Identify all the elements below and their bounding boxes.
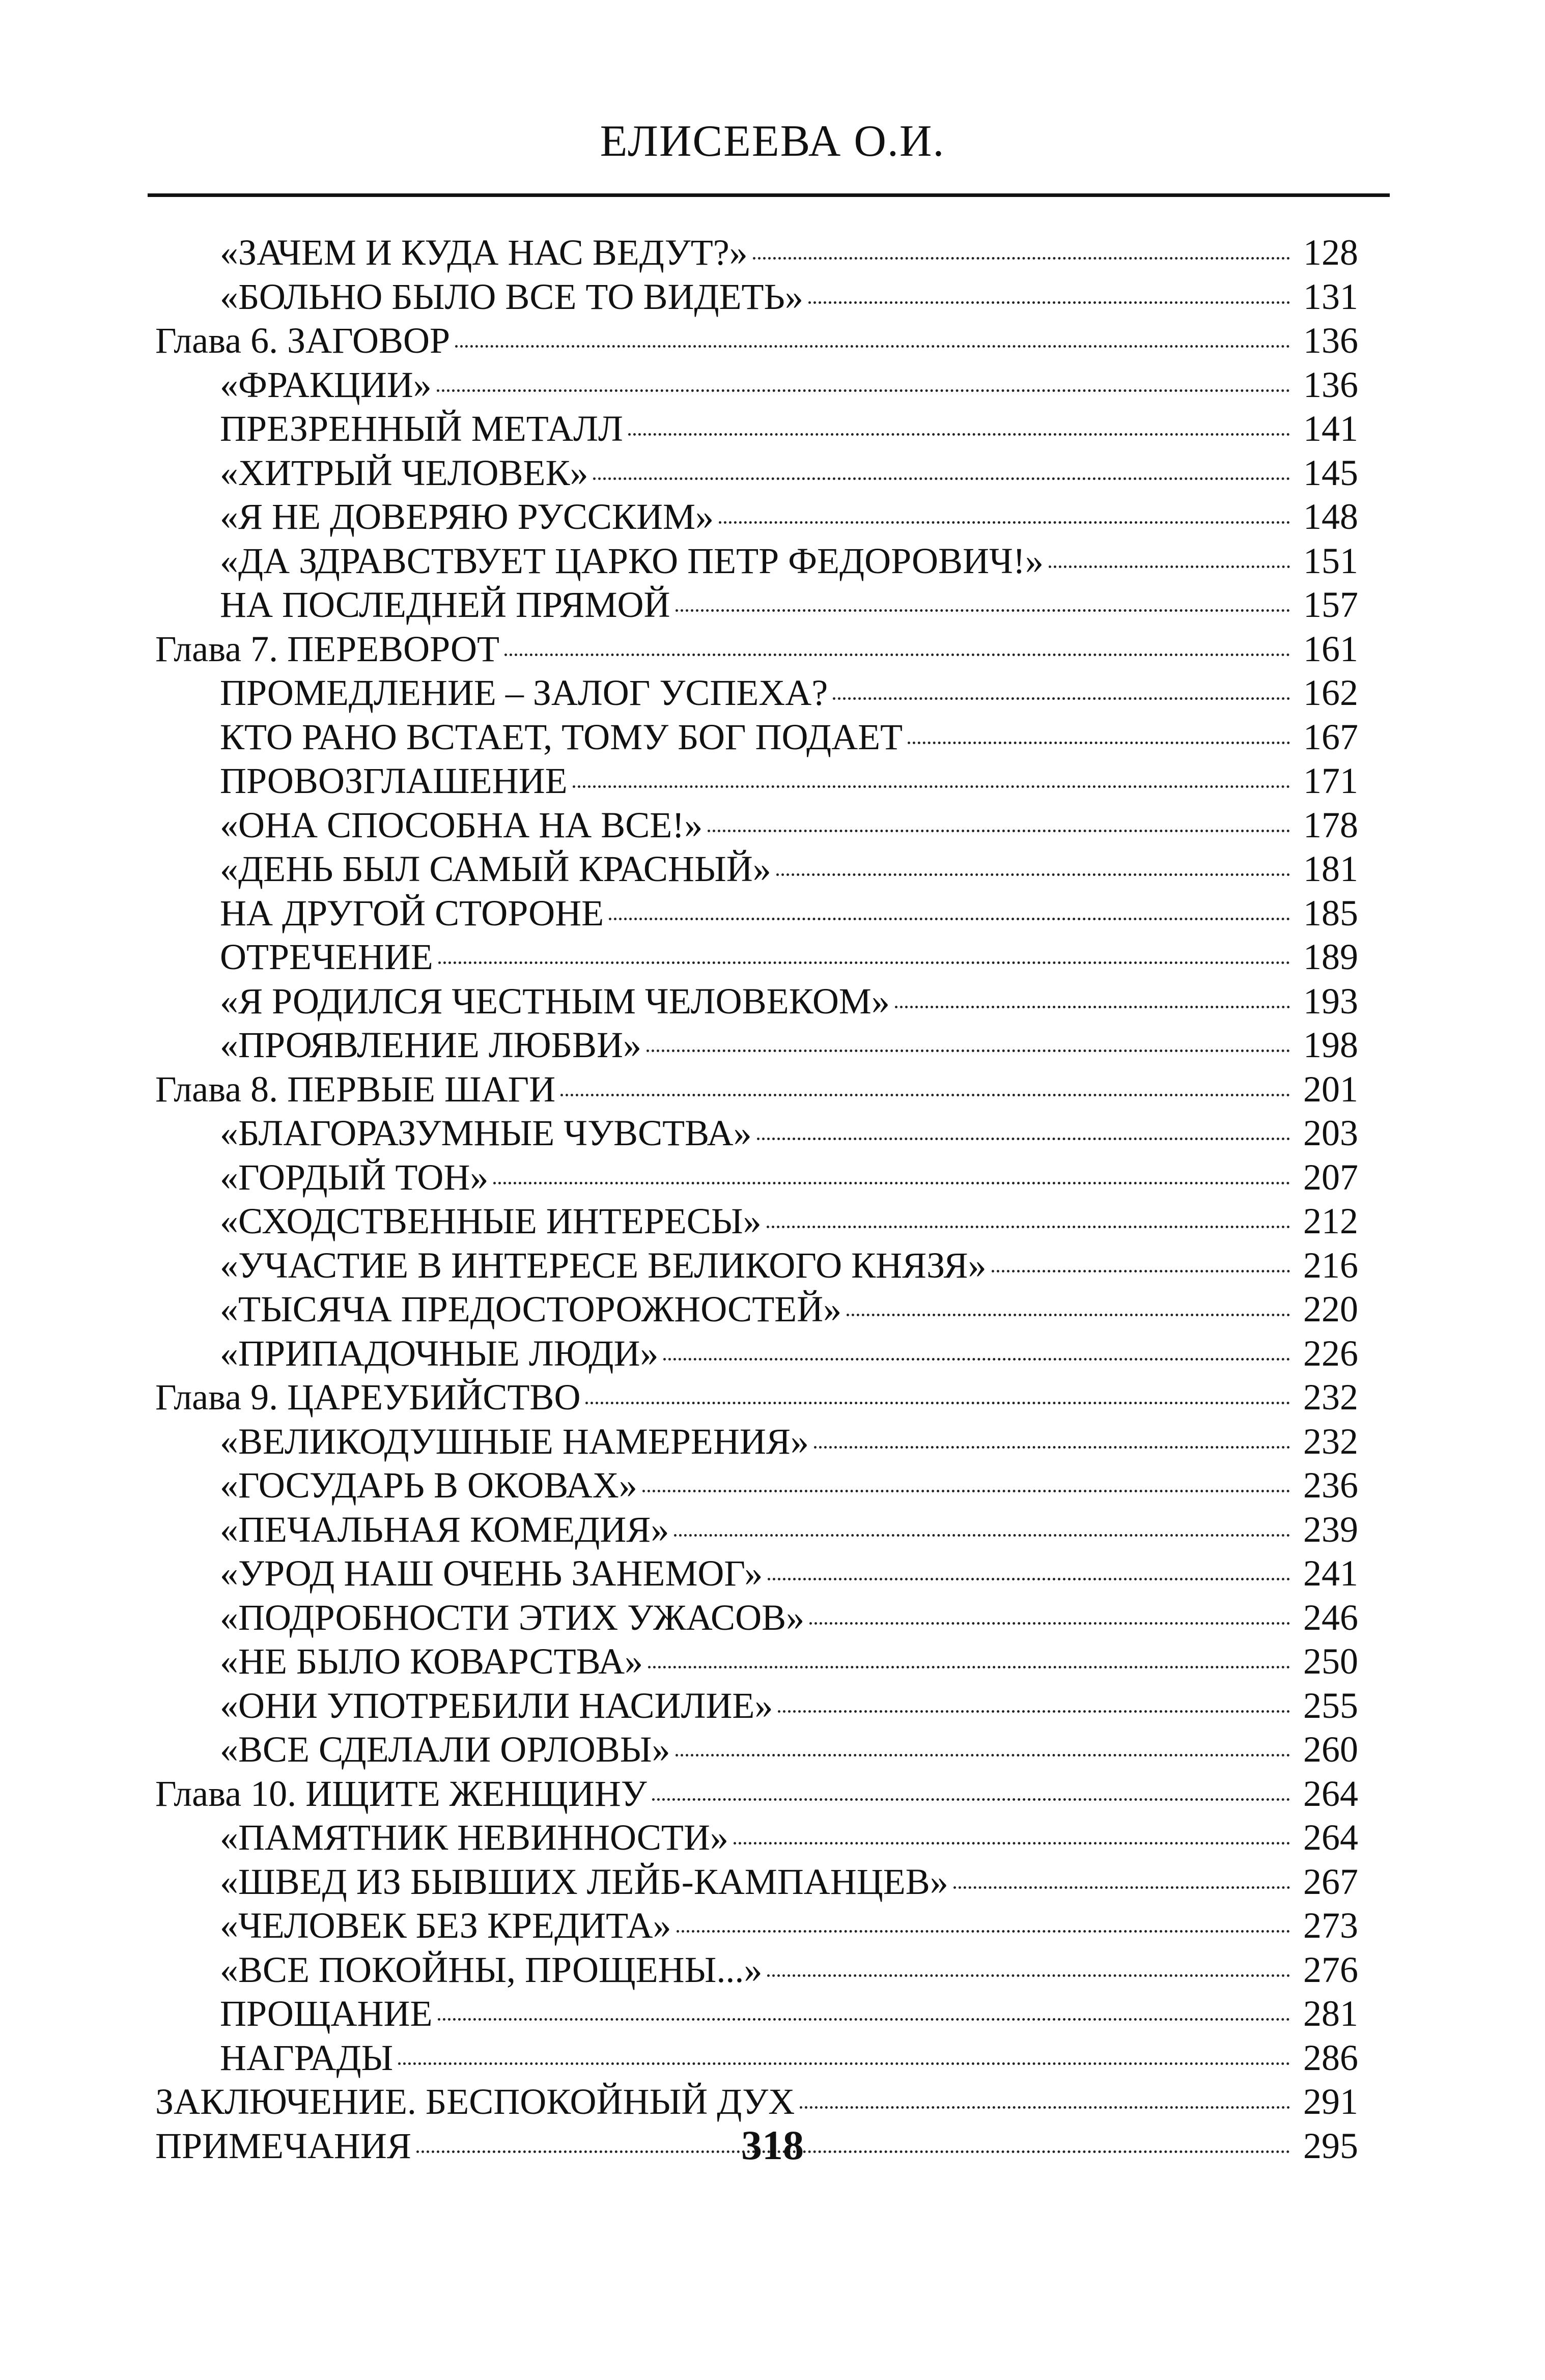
toc-chapter-entry xyxy=(0,627,1545,671)
toc-entry-title: Глава 9. ЦАРЕУБИЙСТВО xyxy=(155,1377,581,1418)
toc-entry-page: 171 xyxy=(1303,760,1358,801)
toc-entry-page: 236 xyxy=(1303,1465,1358,1506)
toc-section-entry xyxy=(0,407,1545,451)
toc-entry-title: ПРЕЗРЕННЫЙ МЕТАЛЛ xyxy=(220,408,623,449)
dot-leader xyxy=(808,301,1290,304)
page-number: 318 xyxy=(741,2122,804,2168)
toc-entry-page: 161 xyxy=(1303,628,1358,669)
toc-chapter-entry xyxy=(0,319,1545,363)
toc-section-entry xyxy=(0,1860,1545,1904)
dot-leader xyxy=(833,697,1290,700)
toc-entry-title: ПРИМЕЧАНИЯ xyxy=(155,2125,411,2166)
dot-leader xyxy=(953,1886,1290,1889)
toc-entry-title: «ВСЕ ПОКОЙНЫ, ПРОЩЕНЫ...» xyxy=(220,1949,763,1990)
toc-section-entry xyxy=(0,847,1545,891)
dot-leader xyxy=(734,1842,1290,1845)
toc-entry-title: «ПАМЯТНИК НЕВИННОСТИ» xyxy=(220,1817,728,1858)
toc-section-entry xyxy=(0,1596,1545,1640)
toc-section-entry xyxy=(0,1727,1545,1772)
dot-leader xyxy=(676,609,1290,612)
dot-leader xyxy=(1049,565,1290,568)
toc-entry-title: ПРОВОЗГЛАШЕНИЕ xyxy=(220,760,568,801)
toc-entry-title: «ОНА СПОСОБНА НА ВСЕ!» xyxy=(220,804,703,845)
toc-entry-page: 291 xyxy=(1303,2081,1358,2122)
dot-leader xyxy=(719,521,1290,524)
toc-entry-page: 264 xyxy=(1303,1773,1358,1814)
dot-leader xyxy=(908,742,1290,744)
toc-entry-page: 226 xyxy=(1303,1333,1358,1374)
toc-section-entry xyxy=(0,1948,1545,1992)
running-header: ЕЛИСЕЕВА О.И. xyxy=(600,117,945,166)
dot-leader xyxy=(438,2018,1290,2021)
toc-entry-page: 131 xyxy=(1303,276,1358,317)
toc-section-entry xyxy=(0,935,1545,979)
toc-entry-page: 145 xyxy=(1303,452,1358,493)
toc-entry-page: 203 xyxy=(1303,1113,1358,1153)
toc-section-entry xyxy=(0,1904,1545,1948)
toc-entry-title: «СХОДСТВЕННЫЕ ИНТЕРЕСЫ» xyxy=(220,1201,762,1241)
toc-entry-page: 151 xyxy=(1303,540,1358,581)
toc-entry-title: «Я НЕ ДОВЕРЯЮ РУССКИМ» xyxy=(220,496,714,537)
dot-leader xyxy=(573,785,1290,788)
dot-leader xyxy=(437,389,1290,392)
toc-section-entry xyxy=(0,1463,1545,1508)
toc-entry-page: 162 xyxy=(1303,672,1358,713)
toc-entry-title: «УЧАСТИЕ В ИНТЕРЕСЕ ВЕЛИКОГО КНЯЗЯ» xyxy=(220,1244,987,1286)
toc-entry-title: «Я РОДИЛСЯ ЧЕСТНЫМ ЧЕЛОВЕКОМ» xyxy=(220,980,890,1022)
toc-section-entry xyxy=(0,759,1545,803)
dot-leader xyxy=(585,1402,1290,1404)
toc-entry-title: «УРОД НАШ ОЧЕНЬ ЗАНЕМОГ» xyxy=(220,1553,763,1594)
toc-entry-page: 281 xyxy=(1303,1993,1358,2034)
toc-chapter-entry xyxy=(0,2080,1545,2124)
toc-section-entry xyxy=(0,231,1545,275)
toc-entry-page: 141 xyxy=(1303,408,1358,449)
toc-entry-page: 167 xyxy=(1303,716,1358,757)
dot-leader xyxy=(438,961,1290,964)
toc-entry-title: Глава 10. ИЩИТЕ ЖЕНЩИНУ xyxy=(155,1773,647,1814)
toc-entry-title: КТО РАНО ВСТАЕТ, ТОМУ БОГ ПОДАЕТ xyxy=(220,716,903,757)
dot-leader xyxy=(767,1226,1290,1228)
dot-leader xyxy=(628,433,1290,436)
toc-entry-title: НА ПОСЛЕДНЕЙ ПРЯМОЙ xyxy=(220,584,670,625)
header-rule xyxy=(148,193,1390,197)
dot-leader xyxy=(648,1666,1290,1668)
dot-leader xyxy=(768,1578,1290,1580)
dot-leader xyxy=(455,345,1290,348)
table-of-contents xyxy=(0,231,1545,2168)
toc-entry-title: ОТРЕЧЕНИЕ xyxy=(220,937,433,977)
toc-section-entry xyxy=(0,1199,1545,1243)
toc-section-entry xyxy=(0,451,1545,495)
toc-entry-title: Глава 8. ПЕРВЫЕ ШАГИ xyxy=(155,1068,556,1110)
dot-leader xyxy=(814,1446,1290,1449)
toc-entry-page: 201 xyxy=(1303,1068,1358,1110)
dot-leader xyxy=(647,1050,1290,1052)
toc-section-entry xyxy=(0,715,1545,759)
toc-section-entry xyxy=(0,1155,1545,1200)
dot-leader xyxy=(708,830,1290,832)
dot-leader xyxy=(992,1270,1290,1272)
toc-entry-title: «БОЛЬНО БЫЛО ВСЕ ТО ВИДЕТЬ» xyxy=(220,276,803,317)
dot-leader xyxy=(895,1006,1290,1008)
toc-section-entry xyxy=(0,495,1545,539)
toc-entry-page: 232 xyxy=(1303,1377,1358,1418)
toc-entry-page: 185 xyxy=(1303,892,1358,933)
toc-section-entry xyxy=(0,1023,1545,1067)
toc-entry-title: «ПРОЯВЛЕНИЕ ЛЮБВИ» xyxy=(220,1025,642,1065)
dot-leader xyxy=(663,1358,1290,1361)
toc-entry-title: «НЕ БЫЛО КОВАРСТВА» xyxy=(220,1641,643,1682)
toc-section-entry xyxy=(0,1111,1545,1155)
toc-entry-page: 128 xyxy=(1303,232,1358,273)
toc-entry-page: 276 xyxy=(1303,1949,1358,1990)
toc-section-entry xyxy=(0,1508,1545,1552)
toc-entry-page: 220 xyxy=(1303,1289,1358,1329)
toc-entry-page: 264 xyxy=(1303,1817,1358,1858)
dot-leader xyxy=(560,1094,1290,1096)
dot-leader xyxy=(674,1534,1290,1537)
toc-entry-page: 148 xyxy=(1303,496,1358,537)
dot-leader xyxy=(778,1710,1290,1713)
toc-entry-title: «ВСЕ СДЕЛАЛИ ОРЛОВЫ» xyxy=(220,1729,670,1770)
toc-entry-page: 239 xyxy=(1303,1509,1358,1550)
toc-section-entry xyxy=(0,1551,1545,1596)
toc-entry-page: 136 xyxy=(1303,320,1358,361)
toc-entry-title: «ХИТРЫЙ ЧЕЛОВЕК» xyxy=(220,452,588,493)
toc-chapter-entry xyxy=(0,1067,1545,1112)
toc-chapter-entry xyxy=(0,1375,1545,1420)
toc-entry-page: 267 xyxy=(1303,1861,1358,1902)
toc-entry-page: 250 xyxy=(1303,1641,1358,1682)
toc-entry-title: «ШВЕД ИЗ БЫВШИХ ЛЕЙБ-КАМПАНЦЕВ» xyxy=(220,1861,948,1902)
toc-section-entry xyxy=(0,1420,1545,1464)
toc-entry-title: ЗАКЛЮЧЕНИЕ. БЕСПОКОЙНЫЙ ДУХ xyxy=(155,2081,795,2122)
toc-entry-title: НА ДРУГОЙ СТОРОНЕ xyxy=(220,892,604,933)
toc-entry-page: 260 xyxy=(1303,1729,1358,1770)
toc-entry-page: 207 xyxy=(1303,1156,1358,1198)
toc-entry-title: «ДА ЗДРАВСТВУЕТ ЦАРКО ПЕТР ФЕДОРОВИЧ!» xyxy=(220,540,1044,581)
toc-entry-title: «ФРАКЦИИ» xyxy=(220,364,432,405)
dot-leader xyxy=(800,2106,1290,2109)
toc-section-entry xyxy=(0,1816,1545,1860)
toc-section-entry xyxy=(0,1684,1545,1728)
dot-leader xyxy=(767,1974,1290,1977)
toc-entry-page: 255 xyxy=(1303,1685,1358,1726)
toc-entry-title: «ГОСУДАРЬ В ОКОВАХ» xyxy=(220,1465,637,1506)
dot-leader xyxy=(677,1930,1290,1933)
toc-entry-page: 216 xyxy=(1303,1244,1358,1286)
toc-entry-page: 212 xyxy=(1303,1201,1358,1241)
toc-entry-page: 189 xyxy=(1303,937,1358,977)
toc-section-entry xyxy=(0,1331,1545,1376)
dot-leader xyxy=(652,1798,1290,1801)
toc-entry-title: «ВЕЛИКОДУШНЫЕ НАМЕРЕНИЯ» xyxy=(220,1421,809,1462)
toc-section-entry xyxy=(0,1992,1545,2036)
toc-entry-title: «ПЕЧАЛЬНАЯ КОМЕДИЯ» xyxy=(220,1509,669,1550)
toc-entry-page: 241 xyxy=(1303,1553,1358,1594)
toc-entry-title: «ГОРДЫЙ ТОН» xyxy=(220,1156,489,1198)
toc-entry-page: 286 xyxy=(1303,2037,1358,2078)
toc-section-entry xyxy=(0,539,1545,583)
dot-leader xyxy=(398,2062,1290,2065)
dot-leader xyxy=(676,1754,1290,1756)
toc-entry-page: 246 xyxy=(1303,1597,1358,1638)
toc-entry-title: «ПРИПАДОЧНЫЕ ЛЮДИ» xyxy=(220,1333,659,1374)
toc-entry-title: «ДЕНЬ БЫЛ САМЫЙ КРАСНЫЙ» xyxy=(220,848,771,889)
toc-section-entry xyxy=(0,979,1545,1024)
toc-entry-page: 181 xyxy=(1303,848,1358,889)
toc-section-entry xyxy=(0,275,1545,319)
toc-entry-title: ПРОМЕДЛЕНИЕ – ЗАЛОГ УСПЕХА? xyxy=(220,672,828,713)
toc-entry-page: 273 xyxy=(1303,1905,1358,1946)
dot-leader xyxy=(593,477,1290,480)
toc-entry-title: «БЛАГОРАЗУМНЫЕ ЧУВСТВА» xyxy=(220,1113,752,1153)
toc-entry-page: 136 xyxy=(1303,364,1358,405)
toc-entry-page: 295 xyxy=(1303,2125,1358,2166)
dot-leader xyxy=(776,873,1290,876)
dot-leader xyxy=(753,257,1290,260)
toc-entry-title: Глава 7. ПЕРЕВОРОТ xyxy=(155,628,500,669)
toc-entry-page: 178 xyxy=(1303,804,1358,845)
toc-section-entry xyxy=(0,891,1545,936)
dot-leader xyxy=(757,1138,1290,1140)
toc-entry-title: «ЧЕЛОВЕК БЕЗ КРЕДИТА» xyxy=(220,1905,671,1946)
toc-entry-title: «ТЫСЯЧА ПРЕДОСТОРОЖНОСТЕЙ» xyxy=(220,1289,842,1329)
toc-entry-page: 193 xyxy=(1303,980,1358,1022)
dot-leader xyxy=(642,1490,1290,1492)
toc-entry-title: «ПОДРОБНОСТИ ЭТИХ УЖАСОВ» xyxy=(220,1597,805,1638)
dot-leader xyxy=(847,1314,1290,1316)
toc-section-entry xyxy=(0,671,1545,715)
toc-chapter-entry xyxy=(0,1772,1545,1816)
toc-entry-page: 157 xyxy=(1303,584,1358,625)
toc-entry-title: НАГРАДЫ xyxy=(220,2037,394,2078)
dot-leader xyxy=(809,1622,1290,1625)
toc-section-entry xyxy=(0,1243,1545,1288)
toc-entry-page: 232 xyxy=(1303,1421,1358,1462)
dot-leader xyxy=(493,1182,1290,1184)
dot-leader xyxy=(504,654,1290,656)
toc-section-entry xyxy=(0,363,1545,407)
toc-entry-title: ПРОЩАНИЕ xyxy=(220,1993,433,2034)
toc-entry-title: «ЗАЧЕМ И КУДА НАС ВЕДУТ?» xyxy=(220,232,748,273)
dot-leader xyxy=(609,918,1290,920)
toc-section-entry xyxy=(0,2036,1545,2080)
toc-section-entry xyxy=(0,1639,1545,1684)
toc-section-entry xyxy=(0,583,1545,627)
toc-section-entry xyxy=(0,803,1545,847)
toc-entry-title: Глава 6. ЗАГОВОР xyxy=(155,320,451,361)
toc-entry-page: 198 xyxy=(1303,1025,1358,1065)
toc-entry-title: «ОНИ УПОТРЕБИЛИ НАСИЛИЕ» xyxy=(220,1685,773,1726)
toc-section-entry xyxy=(0,1287,1545,1331)
